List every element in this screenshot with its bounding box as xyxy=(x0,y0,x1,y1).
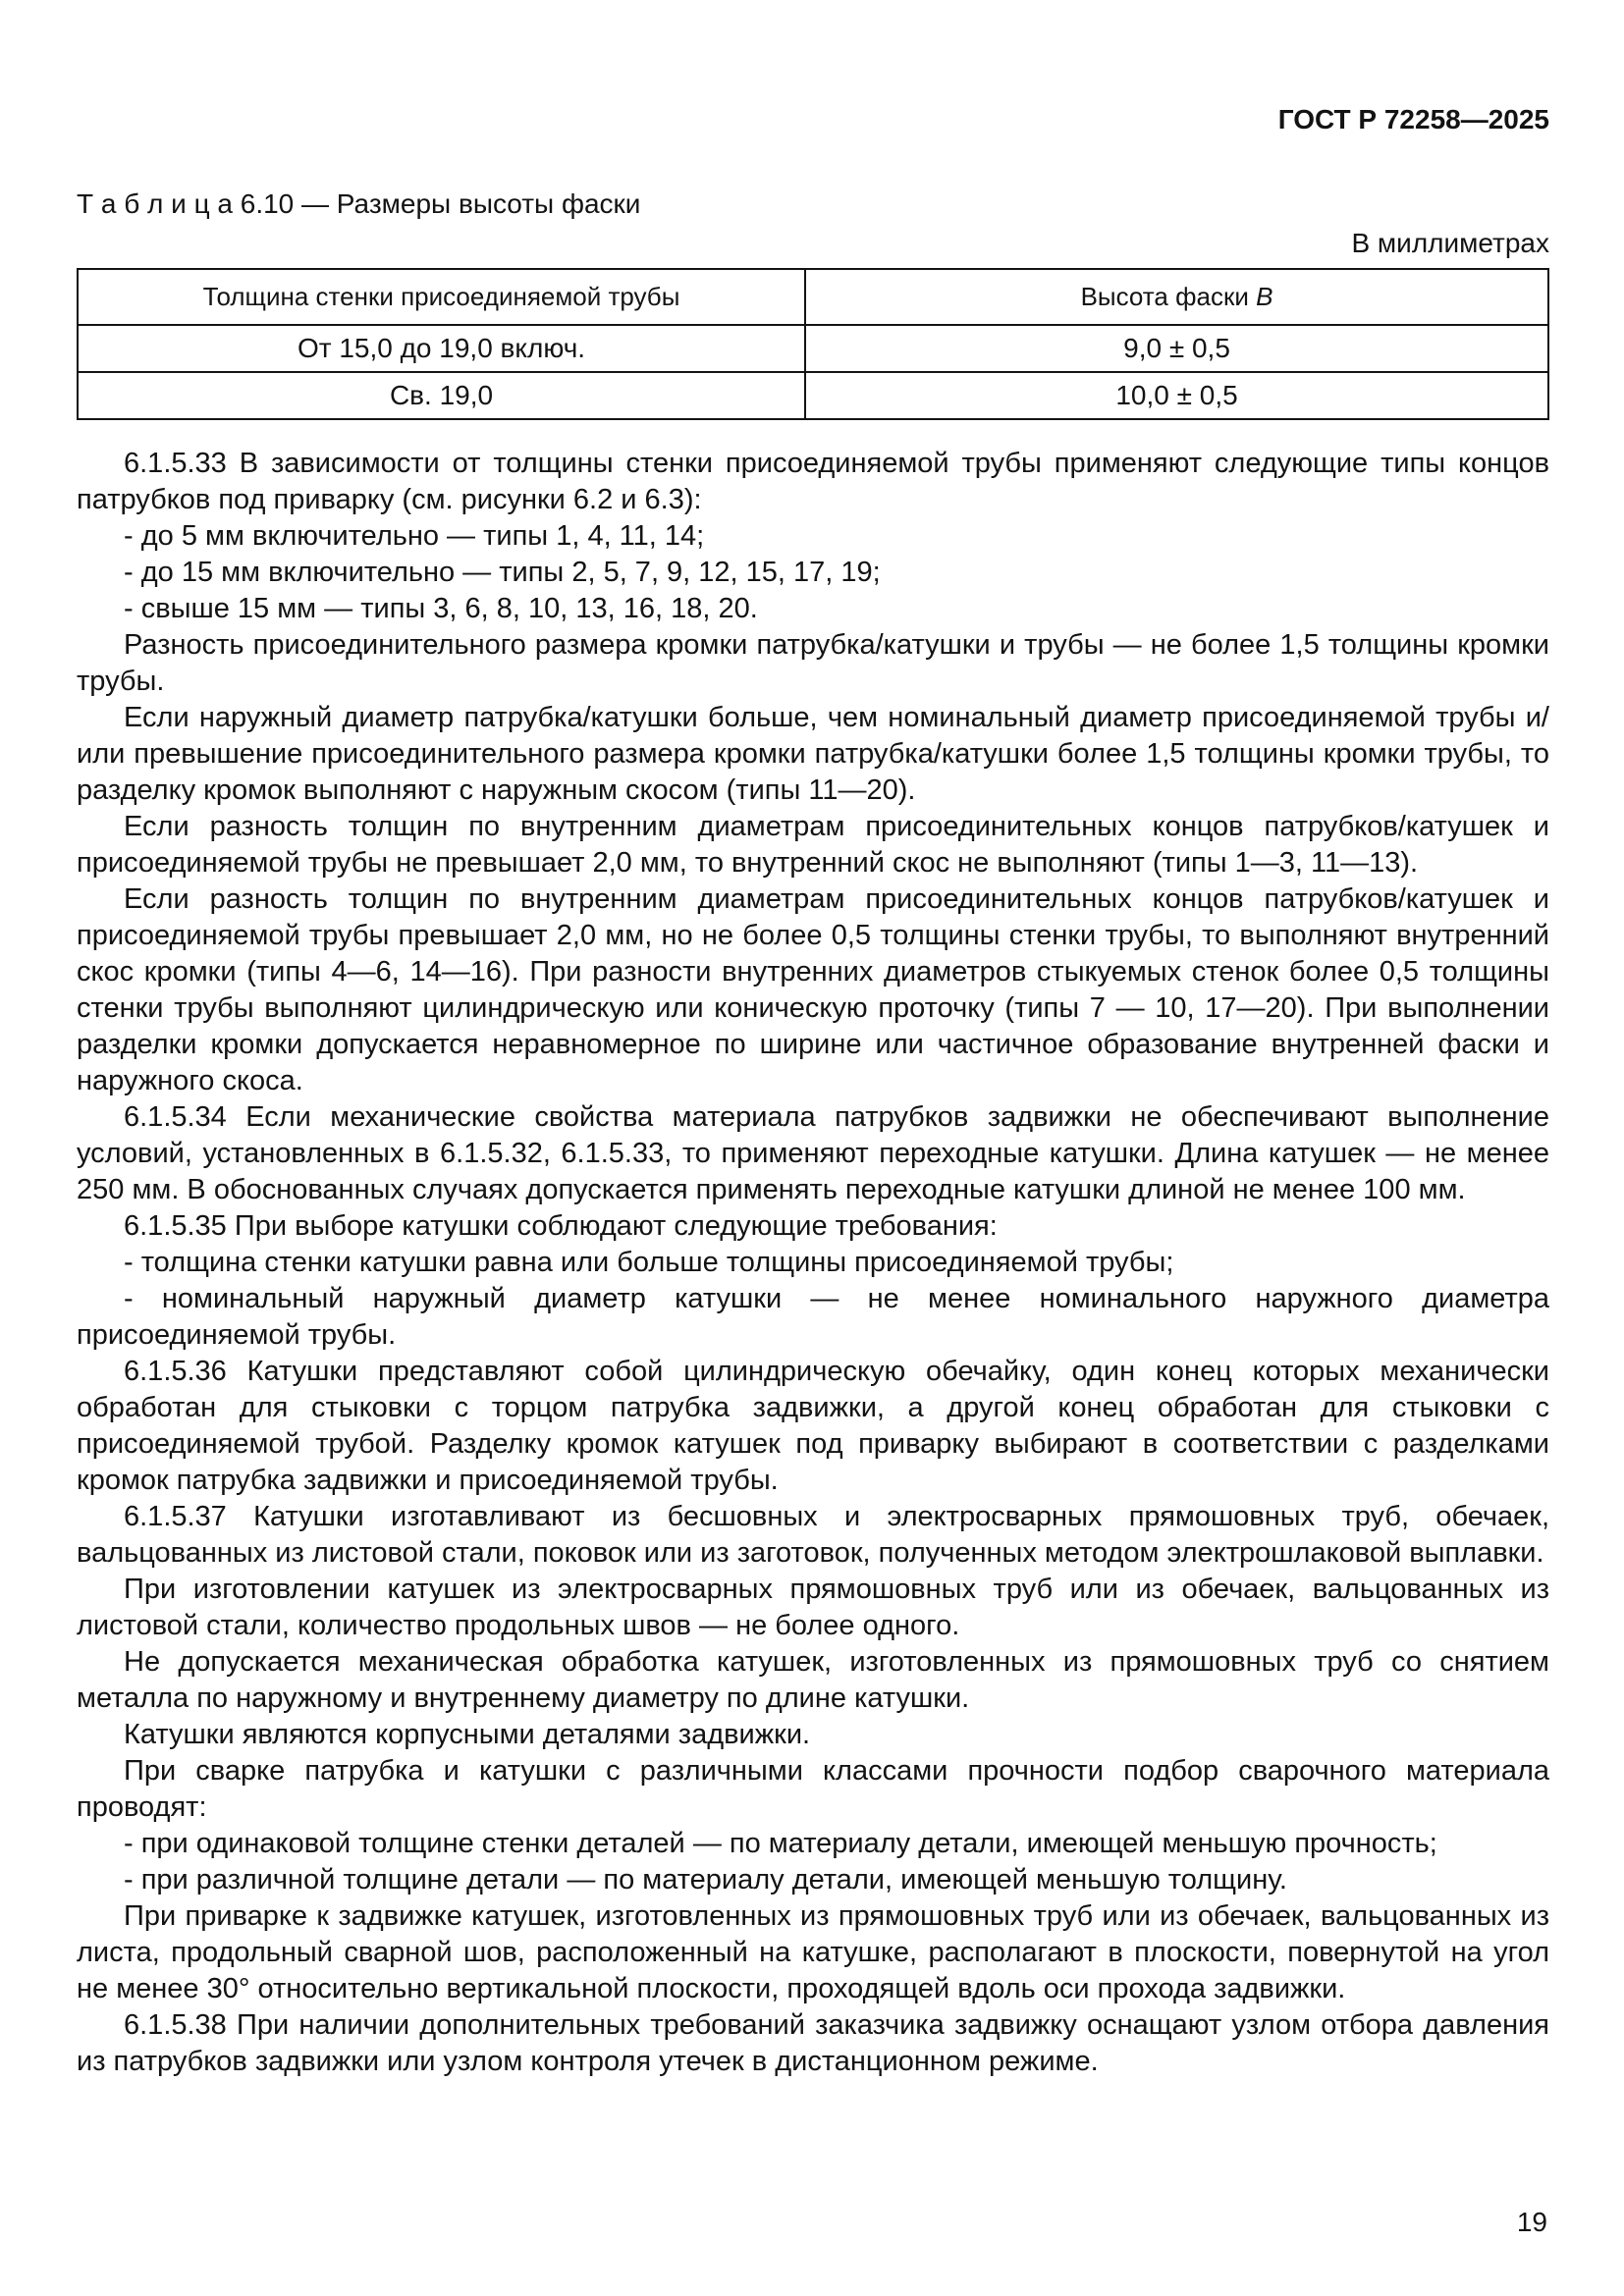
table-caption: Т а б л и ц а 6.10 — Размеры высоты фаски xyxy=(77,188,641,219)
list-item: - до 15 мм включительно — типы 2, 5, 7, 9, 12, 15, 17, 19; xyxy=(124,557,881,588)
list-item: - свыше 15 мм — типы 3, 6, 8, 10, 13, 16, 18, 20. xyxy=(124,593,758,624)
paragraph: 6.1.5.37 Катушки изготавливают из бесшовных и электросварных прямошовных труб, обечаек, вальцованных из листовой стали, поковок или из заготовок, полученных методом электрошлаковой выплавки. xyxy=(77,1501,1549,1569)
table-row xyxy=(78,325,1548,372)
table-header-row xyxy=(78,269,1548,325)
paragraph: При изготовлении катушек из электросварных прямошовных труб или из обечаек, вальцованных из листовой стали, количество продольных швов — не более одного. xyxy=(77,1574,1549,1641)
paragraph: Если разность толщин по внутренним диаметрам присоединительных концов патрубков/катушек и присоединяемой трубы превышает 2,0 мм, но не более 0,5 толщины стенки трубы, то выполняют внутренний скос кромки (типы 4—6, 14—16). При разности внутренних диаметров стыкуемых стенок более 0,5 толщины стенки трубы выполняют цилиндрическую или коническую проточку (типы 7 — 10, 17—20). При выполнении разделки кромки допускается неравномерное по ширине или частичное образование внутренней фаски и наружного скоса. xyxy=(77,883,1549,1096)
list-item: - при различной толщине детали — по материалу детали, имеющей меньшую толщину. xyxy=(124,1864,1287,1896)
column-header-chamfer-height xyxy=(805,269,1548,325)
paragraph: При приварке к задвижке катушек, изготовленных из прямошовных труб или из обечаек, вальцованных из листа, продольный сварной шов, расположенный на катушке, располагают в плоскости, повернутой на угол не менее 30° относительно вертикальной плоскости, проходящей вдоль оси прохода задвижки. xyxy=(77,1900,1549,2004)
table-cell-chamfer-value: 9,0 ± 0,5 xyxy=(805,325,1548,372)
paragraph: 6.1.5.35 При выборе катушки соблюдают следующие требования: xyxy=(124,1210,998,1242)
paragraph: 6.1.5.33 В зависимости от толщины стенки присоединяемой трубы применяют следующие типы концов патрубков под приварку (см. рисунки 6.2 и 6.3): xyxy=(77,448,1549,515)
doc-code-header: ГОСТ Р 72258—2025 xyxy=(1277,104,1549,134)
list-item: - до 5 мм включительно — типы 1, 4, 11, 14; xyxy=(124,520,705,552)
paragraph: Если наружный диаметр патрубка/катушки больше, чем номинальный диаметр присоединяемой трубы и/или превышение присоединительного размера кромки патрубка/катушки более 1,5 толщины кромки трубы, то разделку кромок выполняют с наружным скосом (типы 11—20). xyxy=(77,702,1549,806)
paragraph: 6.1.5.36 Катушки представляют собой цилиндрическую обечайку, один конец которых механически обработан для стыковки с торцом патрубка задвижки, а другой конец обработан для стыковки с присоединяемой трубой. Разделку кромок катушек под приварку выбирают в соответствии с разделками кромок патрубка задвижки и присоединяемой трубы. xyxy=(77,1356,1549,1496)
paragraph: При сварке патрубка и катушки с различными классами прочности подбор сварочного материала проводят: xyxy=(77,1755,1549,1823)
page-number: 19 xyxy=(1516,2207,1547,2237)
table-row xyxy=(78,372,1548,419)
body-text xyxy=(77,446,1549,2080)
table-cell-thickness-range: Св. 19,0 xyxy=(78,372,805,419)
table-cell-thickness-range: От 15,0 до 19,0 включ. xyxy=(78,325,805,372)
list-item: - толщина стенки катушки равна или больше толщины присоединяемой трубы; xyxy=(124,1247,1174,1278)
table-cell-chamfer-value: 10,0 ± 0,5 xyxy=(805,372,1548,419)
paragraph: Катушки являются корпусными деталями задвижки. xyxy=(124,1719,811,1750)
paragraph: Разность присоединительного размера кромки патрубка/катушки и трубы — не более 1,5 толщины кромки трубы. xyxy=(77,629,1549,697)
paragraph: Если разность толщин по внутренним диаметрам присоединительных концов патрубков/катушек и присоединяемой трубы не превышает 2,0 мм, то внутренний скос не выполняют (типы 1—3, 11—13). xyxy=(77,811,1549,879)
column-header-label: Высота фаски xyxy=(1080,282,1249,311)
column-header-variable: B xyxy=(1256,282,1273,311)
paragraph: 6.1.5.34 Если механические свойства материала патрубков задвижки не обеспечивают выполнение условий, установленных в 6.1.5.32, 6.1.5.33, то применяют переходные катушки. Длина катушек — не менее 250 мм. В обоснованных случаях допускается применять переходные катушки длиной не менее 100 мм. xyxy=(77,1101,1549,1205)
units-note: В миллиметрах xyxy=(1351,228,1549,258)
chamfer-height-table xyxy=(77,268,1549,420)
column-header-pipe-wall-thickness: Толщина стенки присоединяемой трубы xyxy=(78,269,805,325)
paragraph: Не допускается механическая обработка катушек, изготовленных из прямошовных труб со снятием металла по наружному и внутреннему диаметру по длине катушки. xyxy=(77,1646,1549,1714)
list-item: - при одинаковой толщине стенки деталей — по материалу детали, имеющей меньшую прочность; xyxy=(124,1828,1437,1859)
list-item: - номинальный наружный диаметр катушки — не менее номинального наружного диаметра присоединяемой трубы. xyxy=(77,1283,1549,1351)
paragraph: 6.1.5.38 При наличии дополнительных требований заказчика задвижку оснащают узлом отбора давления из патрубков задвижки или узлом контроля утечек в дистанционном режиме. xyxy=(77,2009,1549,2077)
